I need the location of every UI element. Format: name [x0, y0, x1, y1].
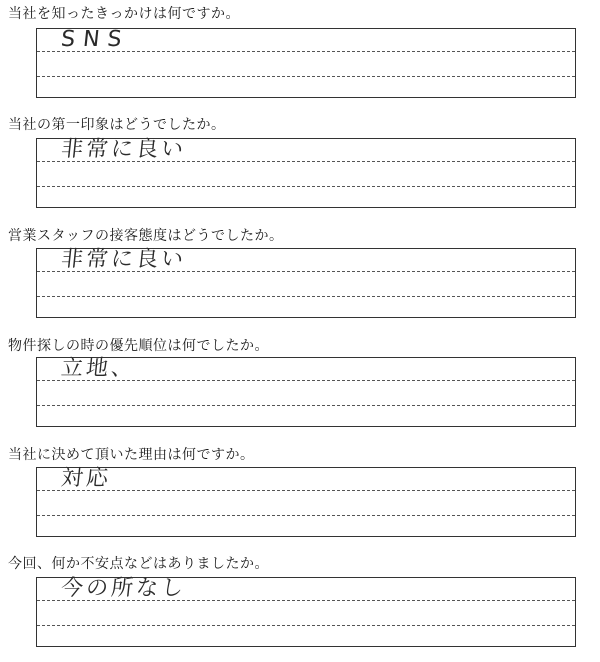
answer-line — [37, 600, 575, 601]
answer-box-1[interactable] — [36, 28, 576, 98]
answer-box-3[interactable] — [36, 248, 576, 318]
question-6-label: 今回、何か不安点などはありましたか。 — [8, 556, 269, 572]
answer-line — [37, 271, 575, 272]
answer-line — [37, 515, 575, 516]
answer-box-2[interactable] — [36, 138, 576, 208]
question-3-label: 営業スタッフの接客態度はどうでしたか。 — [8, 228, 284, 244]
answer-box-4[interactable] — [36, 357, 576, 427]
answer-line — [37, 296, 575, 297]
answer-line — [37, 625, 575, 626]
answer-line — [37, 405, 575, 406]
answer-4-handwriting: 立地、 — [59, 356, 138, 381]
answer-line — [37, 186, 575, 187]
answer-line — [37, 161, 575, 162]
answer-box-5[interactable] — [36, 467, 576, 537]
answer-line — [37, 76, 575, 77]
answer-2-handwriting: 非常に良い — [59, 137, 188, 162]
question-4-label: 物件探しの時の優先順位は何でしたか。 — [8, 338, 269, 354]
answer-line — [37, 51, 575, 52]
answer-3-handwriting: 非常に良い — [59, 247, 188, 272]
answer-1-handwriting: SNS — [59, 27, 131, 52]
answer-line — [37, 490, 575, 491]
answer-5-handwriting: 対応 — [59, 466, 113, 491]
question-1-label: 当社を知ったきっかけは何ですか。 — [8, 6, 240, 22]
question-2-label: 当社の第一印象はどうでしたか。 — [8, 117, 226, 133]
answer-box-6[interactable] — [36, 577, 576, 647]
question-5-label: 当社に決めて頂いた理由は何ですか。 — [8, 447, 255, 463]
answer-line — [37, 380, 575, 381]
answer-6-handwriting: 今の所なし — [59, 576, 188, 601]
